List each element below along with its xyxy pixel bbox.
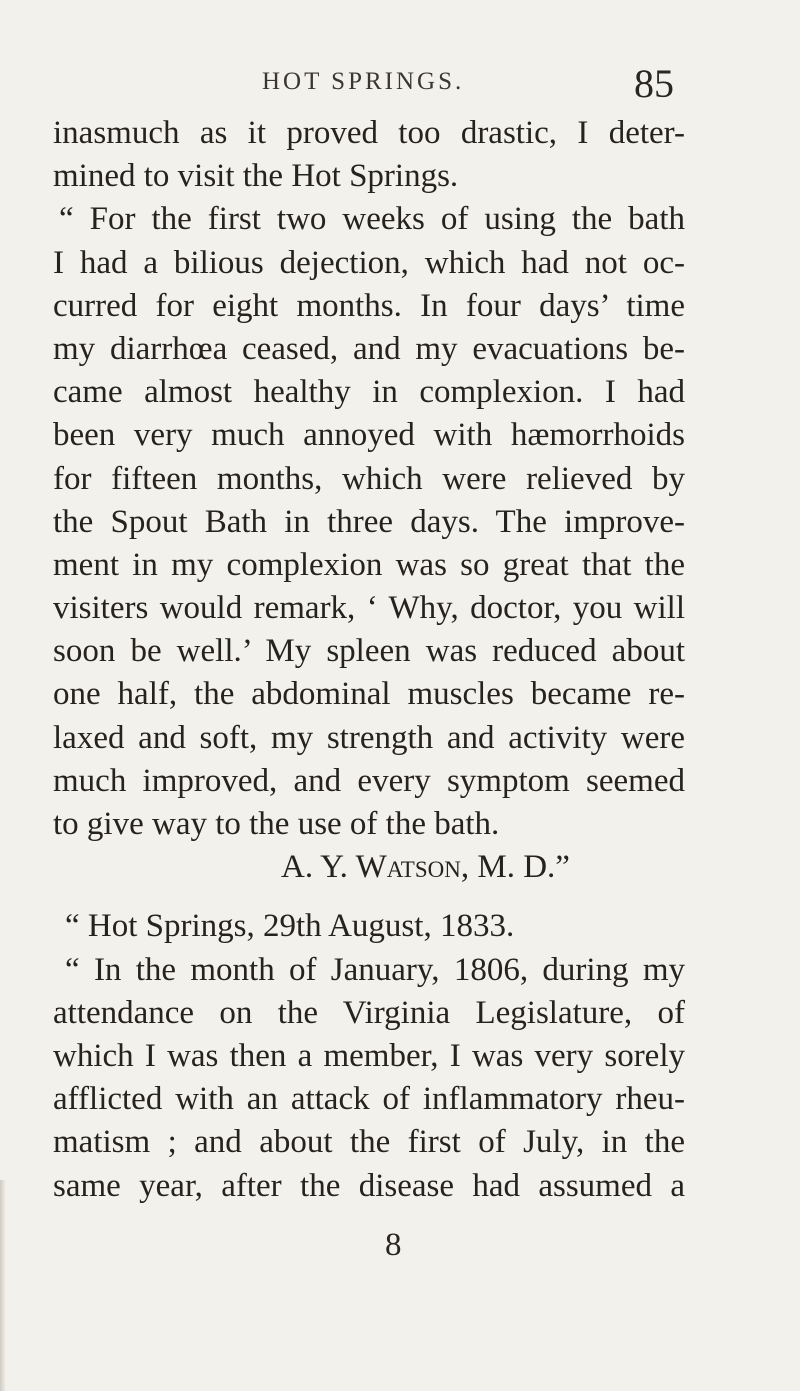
paragraph-gap bbox=[53, 889, 685, 905]
text-line: laxed and soft, my strength and activity were bbox=[53, 719, 685, 756]
running-head bbox=[0, 58, 800, 106]
text-line: much improved, and every symptom seemed bbox=[53, 762, 685, 799]
running-title: HOT SPRINGS. bbox=[262, 68, 465, 95]
page-edge-shadow bbox=[0, 1180, 6, 1391]
text-line: afflicted with an attack of inflammatory rheu- bbox=[53, 1081, 685, 1118]
signature-text: A. Y. Watson, M. D.” bbox=[281, 849, 570, 886]
signature bbox=[53, 846, 685, 889]
text-line: soon be well.’ My spleen was reduced about bbox=[53, 633, 685, 670]
text-line: to give way to the use of the bath. bbox=[53, 806, 500, 842]
text-line: came almost healthy in complexion. I had bbox=[53, 374, 685, 411]
text-line: visiters would remark, ‘ Why, doctor, you will bbox=[53, 590, 685, 627]
text-line: my diarrhœa ceased, and my evacuations be- bbox=[53, 330, 685, 367]
text-line: “ For the first two weeks of using the bath bbox=[59, 201, 685, 238]
text-line: mined to visit the Hot Springs. bbox=[53, 158, 459, 195]
page-number: 85 bbox=[634, 61, 674, 106]
text-line: I had a bilious dejection, which had not oc- bbox=[53, 244, 685, 281]
text-line: been very much annoyed with hæmorrhoids bbox=[53, 417, 685, 454]
text-line: same year, after the disease had assumed a bbox=[53, 1167, 685, 1204]
text-line: for fifteen months, which were relieved by bbox=[53, 460, 685, 497]
signature-mark: 8 bbox=[385, 1227, 402, 1263]
text-line: attendance on the Virginia Legislature, of bbox=[53, 994, 685, 1031]
text-line: which I was then a member, I was very sorely bbox=[53, 1037, 685, 1074]
text-line: curred for eight months. In four days’ time bbox=[53, 287, 685, 324]
text-line: matism ; and about the first of July, in the bbox=[53, 1124, 685, 1161]
text-line: inasmuch as it proved too drastic, I deter- bbox=[53, 115, 685, 151]
text-line: ment in my complexion was so great that the bbox=[53, 546, 685, 583]
date-line: “ Hot Springs, 29th August, 1833. bbox=[65, 908, 515, 945]
text-line: one half, the abdominal muscles became re- bbox=[53, 676, 685, 713]
text-line: the Spout Bath in three days. The improve- bbox=[53, 503, 685, 540]
body-text bbox=[53, 112, 685, 1208]
text-line: “ In the month of January, 1806, during my bbox=[65, 951, 685, 988]
